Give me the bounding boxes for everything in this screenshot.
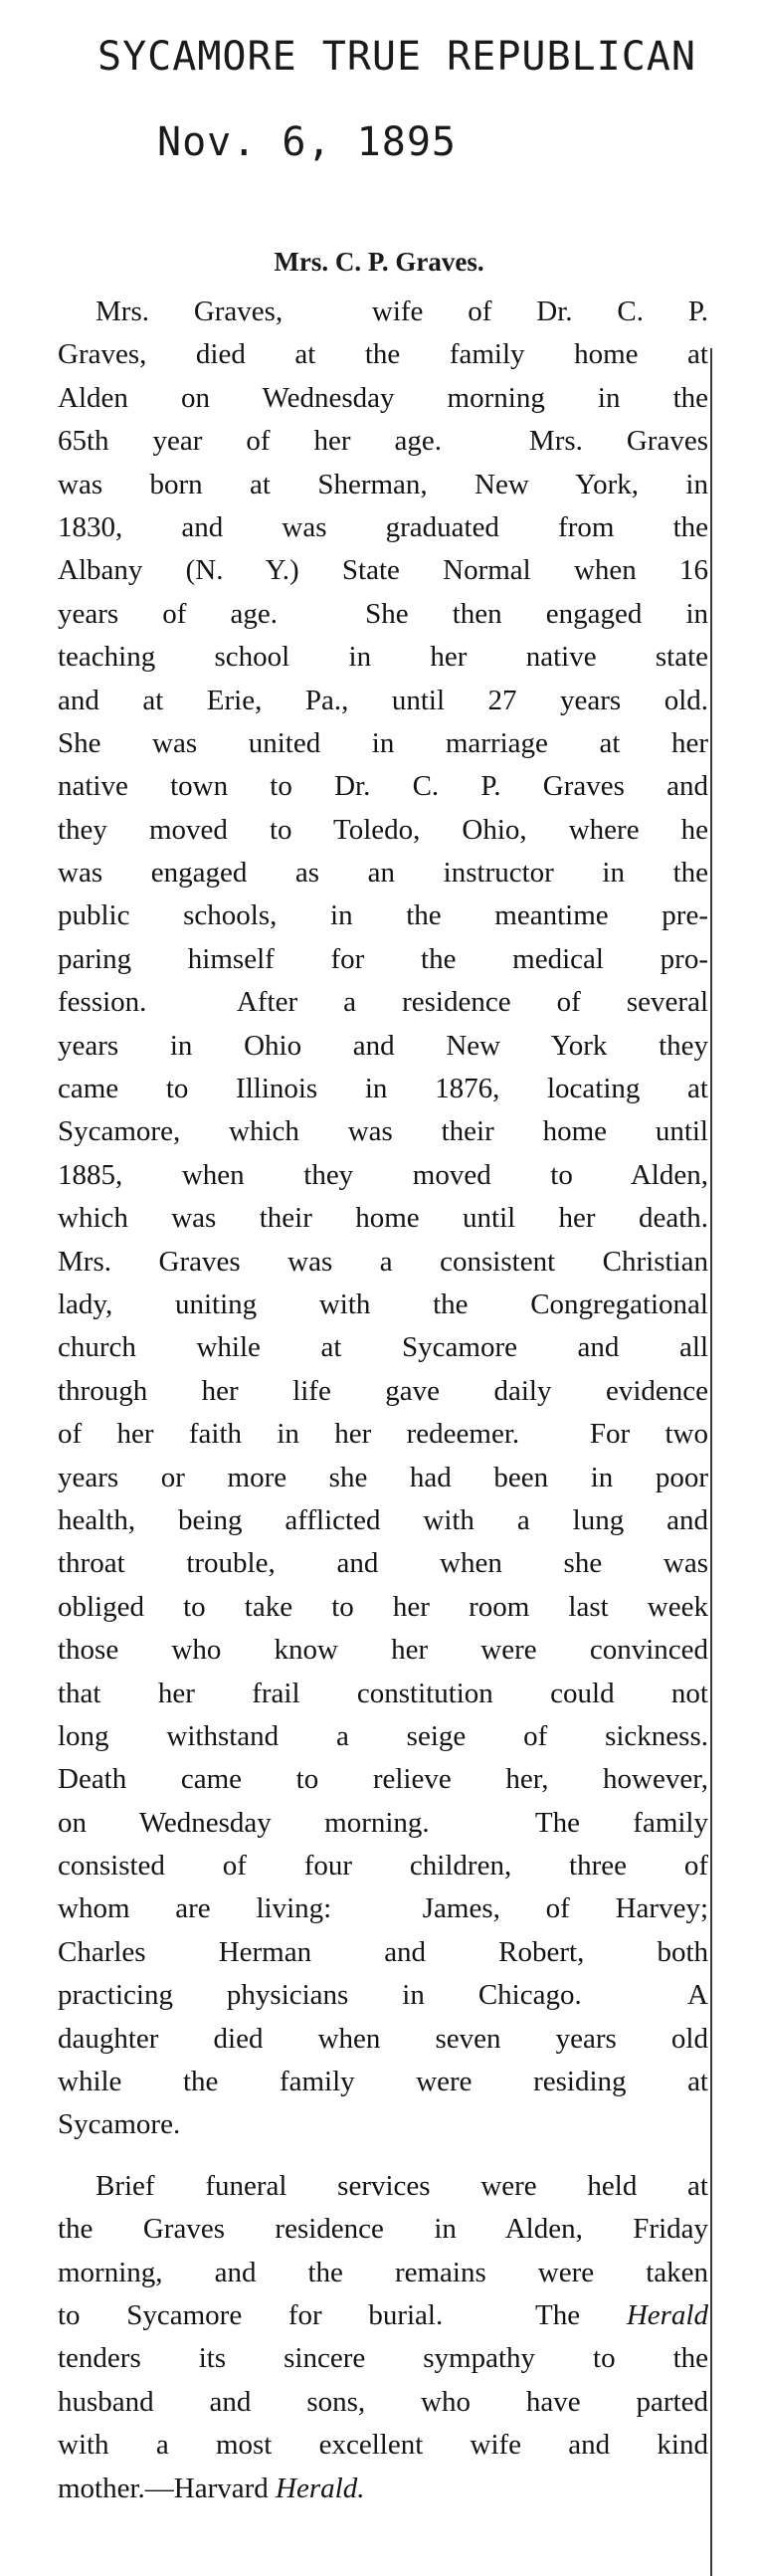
article-line: [58, 1629, 708, 1672]
article-line-text: to Sycamore for burial. The: [58, 2298, 627, 2331]
article-line: [58, 680, 708, 722]
article-line: [58, 1154, 708, 1197]
article-line-text: Brief funeral services were held at: [95, 2169, 708, 2202]
article-line-text: 1885, when they moved to Alden,: [58, 1158, 708, 1191]
article-line-text: Mrs. Graves was a consistent Christian: [58, 1245, 708, 1278]
article-line-text: they moved to Toledo, Ohio, where he: [58, 813, 708, 846]
article-line-text: while the family were residing at: [58, 2066, 708, 2098]
article-line-text: Albany (N. Y.) State Normal when 16: [58, 554, 708, 587]
article-line: [58, 2252, 708, 2294]
article-line-italic: Herald: [626, 2298, 708, 2331]
article-line-text: native town to Dr. C. P. Graves and: [58, 770, 708, 803]
article-line-text: Alden on Wednesday morning in the: [58, 381, 708, 414]
article-line: [58, 809, 708, 852]
article-line-text: Graves, died at the family home at: [58, 338, 708, 371]
article-line-text: and at Erie, Pa., until 27 years old.: [58, 684, 708, 716]
article-line-text: on Wednesday morning. The family: [58, 1806, 708, 1839]
article-line: [58, 2294, 708, 2337]
article-line-text: health, being afflicted with a lung and: [58, 1503, 708, 1536]
article-line: [58, 1845, 708, 1887]
publication-date: Nov. 6, 1895: [157, 119, 457, 165]
article-line: [58, 938, 708, 981]
article-line-text: tenders its sincere sympathy to the: [58, 2342, 708, 2375]
article-line: [58, 2061, 708, 2103]
article-line-text: morning, and the remains were taken: [58, 2256, 708, 2288]
article-line: [58, 1542, 708, 1585]
article-line: [58, 981, 708, 1024]
article-line: [58, 1673, 708, 1715]
article-line: [58, 1326, 708, 1369]
article-line: [58, 2165, 708, 2208]
article-line-text: years or more she had been in poor: [58, 1461, 708, 1493]
article-line: [58, 506, 708, 549]
article-line: [58, 722, 708, 765]
article-line: [58, 2381, 708, 2424]
article-line: [58, 1025, 708, 1068]
article-line: [58, 1499, 708, 1542]
article-line-text: public schools, in the meantime pre-: [58, 899, 708, 932]
article-line: [58, 1802, 708, 1845]
article-line: [58, 1586, 708, 1629]
article-line-text: fession. After a residence of several: [58, 986, 708, 1019]
article-line: [58, 1197, 708, 1240]
article-line: [58, 2103, 708, 2146]
article-line-text: husband and sons, who have parted: [58, 2385, 708, 2418]
article-line-text: teaching school in her native state: [58, 641, 708, 674]
article-line-text: daughter died when seven years old: [58, 2022, 708, 2055]
article-line-text: with a most excellent wife and kind: [58, 2429, 708, 2462]
article-line: [58, 1758, 708, 1801]
article-line-text: through her life gave daily evidence: [58, 1374, 708, 1407]
article-line: [58, 291, 708, 333]
article-line: [58, 1110, 708, 1153]
article-line-text: was engaged as an instructor in the: [58, 857, 708, 890]
article-line: [58, 549, 708, 592]
article-line-text: She was united in marriage at her: [58, 726, 708, 759]
article-line-text: throat trouble, and when she was: [58, 1547, 708, 1580]
article-line: [58, 1413, 708, 1456]
article-line: [58, 377, 708, 420]
article-line-text: practicing physicians in Chicago. A: [58, 1979, 708, 2012]
article-line-text: Death came to relieve her, however,: [58, 1763, 708, 1796]
article-line: [58, 1284, 708, 1326]
article-line: [58, 1370, 708, 1413]
article-line: [58, 2208, 708, 2251]
article-line-italic: Herald.: [276, 2472, 365, 2504]
article-title: Mrs. C. P. Graves.: [274, 247, 484, 277]
article-line: [58, 852, 708, 894]
article-line: [58, 593, 708, 636]
article-line-text: Sycamore.: [58, 2108, 181, 2141]
article-line-text: was born at Sherman, New York, in: [58, 468, 708, 500]
article-line-text: Sycamore, which was their home until: [58, 1115, 708, 1148]
article-line-text: church while at Sycamore and all: [58, 1331, 708, 1364]
article-line: [58, 1241, 708, 1284]
article-line: [58, 2468, 708, 2510]
column-rule: [710, 348, 712, 2576]
article-line: [58, 765, 708, 808]
article-line-text: Mrs. Graves, wife of Dr. C. P.: [95, 296, 708, 327]
article-line: [58, 894, 708, 937]
article-line-text: mother.—Harvard: [58, 2472, 277, 2504]
article-line: [58, 2018, 708, 2061]
article-line-text: consisted of four children, three of: [58, 1850, 708, 1882]
article-line: [58, 1715, 708, 1758]
article-line: [58, 1068, 708, 1110]
article-line-text: obliged to take to her room last week: [58, 1590, 708, 1623]
article-line-text: long withstand a seige of sickness.: [58, 1719, 708, 1752]
article-line-text: 65th year of her age. Mrs. Graves: [58, 425, 708, 458]
article-line-text: which was their home until her death.: [58, 1202, 708, 1235]
article-line-text: years of age. She then engaged in: [58, 597, 708, 630]
article-line: [58, 636, 708, 679]
article-line: [58, 1974, 708, 2017]
article-line-text: lady, uniting with the Congregational: [58, 1288, 708, 1320]
article-line-text: years in Ohio and New York they: [58, 1029, 708, 1062]
article-line: [58, 2337, 708, 2380]
article-line-text: the Graves residence in Alden, Friday: [58, 2213, 708, 2246]
article-line: [58, 1457, 708, 1499]
article-line-text: 1830, and was graduated from the: [58, 510, 708, 543]
article-line-text: came to Illinois in 1876, locating at: [58, 1073, 708, 1105]
article-line-text: of her faith in her redeemer. For two: [58, 1418, 708, 1451]
article-line: [58, 1931, 708, 1974]
article-body: [58, 291, 708, 2510]
article-line: [58, 420, 708, 463]
article-line-text: whom are living: James, of Harvey;: [58, 1892, 708, 1925]
article-line: [58, 464, 708, 506]
article-line-text: paring himself for the medical pro-: [58, 942, 708, 975]
article-line: [58, 333, 708, 376]
article-line: [58, 1887, 708, 1930]
newspaper-name: SYCAMORE TRUE REPUBLICAN: [97, 34, 696, 80]
article-line-text: Charles Herman and Robert, both: [58, 1935, 708, 1968]
article-line-text: those who know her were convinced: [58, 1634, 708, 1667]
article-line-text: that her frail constitution could not: [58, 1677, 708, 1709]
article-line: [58, 2424, 708, 2467]
